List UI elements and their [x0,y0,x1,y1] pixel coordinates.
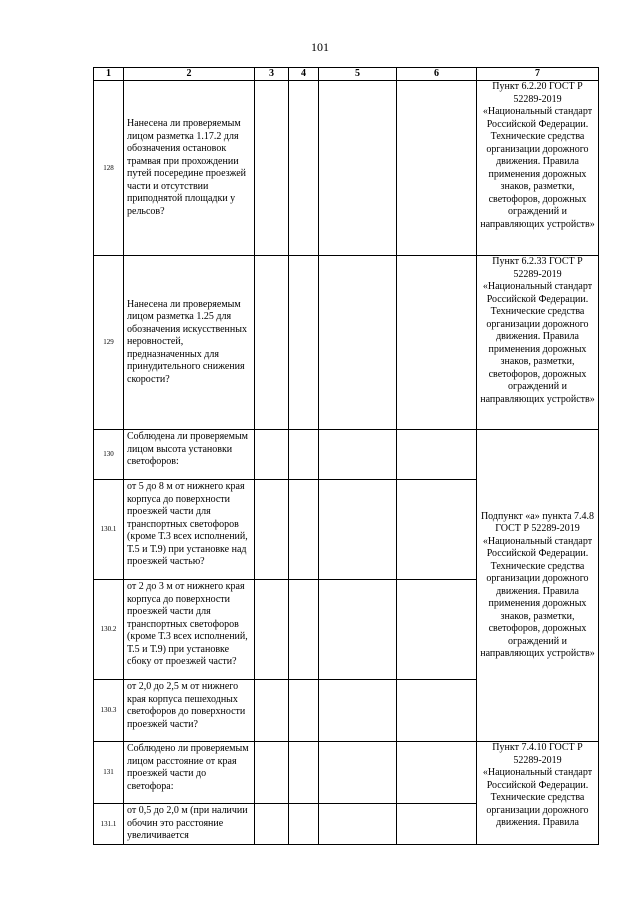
empty-cell [255,680,289,742]
empty-cell [255,81,289,256]
empty-cell [397,81,477,256]
table-row [94,430,599,480]
row-number: 130 [94,430,124,480]
empty-cell [255,480,289,580]
empty-cell [397,256,477,430]
empty-cell [319,804,397,845]
question-cell: Соблюдено ли проверяемым лицом расстояние от края проезжей части до светофора: [124,742,255,804]
empty-cell [289,480,319,580]
table-row [94,256,599,430]
empty-cell [289,804,319,845]
question-cell: от 0,5 до 2,0 м (при наличии обочин это расстояние увеличивается [124,804,255,845]
empty-cell [397,430,477,480]
empty-cell [255,256,289,430]
empty-cell [319,742,397,804]
column-header-5: 5 [319,68,397,81]
empty-cell [289,680,319,742]
question-cell: от 2,0 до 2,5 м от нижнего края корпуса пешеходных светофоров до поверхности проезжей части? [124,680,255,742]
column-header-6: 6 [397,68,477,81]
table-row [94,81,599,256]
question-cell: Соблюдена ли проверяемым лицом высота установки светофоров: [124,430,255,480]
row-number: 129 [94,256,124,430]
table-header-row [94,68,599,81]
empty-cell [319,81,397,256]
empty-cell [397,804,477,845]
empty-cell [289,81,319,256]
empty-cell [319,680,397,742]
reference-cell: Пункт 6.2.33 ГОСТ Р 52289-2019 «Национальный стандарт Российской Федерации. Технические средства организации дорожного движения. Правила применения дорожных знаков, разметки, светофоров, дорожных ограждений и направляющих устройств» [477,256,599,430]
empty-cell [397,680,477,742]
question-cell [124,256,255,430]
column-header-2: 2 [124,68,255,81]
empty-cell [289,580,319,680]
empty-cell [289,742,319,804]
empty-cell [289,256,319,430]
table-row [94,742,599,804]
reference-cell: Подпункт «а» пункта 7.4.8 ГОСТ Р 52289-2019 «Национальный стандарт Российской Федерации. Технические средства организации дорожного движения. Правила применения дорожных знаков, разметки, светофоров, дорожных ограждений и направляющих устройств» [477,430,599,742]
empty-cell [255,742,289,804]
page-number: 101 [311,40,329,54]
empty-cell [255,430,289,480]
column-header-7: 7 [477,68,599,81]
empty-cell [255,580,289,680]
empty-cell [397,580,477,680]
reference-cell: Пункт 7.4.10 ГОСТ Р 52289-2019 «Национальный стандарт Российской Федерации. Технические средства организации дорожного движения. Правила [477,742,599,845]
empty-cell [319,580,397,680]
empty-cell [319,256,397,430]
column-header-1: 1 [94,68,124,81]
empty-cell [397,480,477,580]
question-cell: от 5 до 8 м от нижнего края корпуса до поверхности проезжей части для транспортных светофоров (кроме Т.3 всех исполнений, Т.5 и Т.9) при установке над проезжей частью? [124,480,255,580]
inspection-checklist-table [93,67,599,845]
question-text: Нанесена ли проверяемым лицом разметка 1.25 для обозначения искусственных неровностей, предназначенных для принудительного снижения скорости? [127,298,247,385]
reference-cell: Пункт 6.2.20 ГОСТ Р 52289-2019 «Национальный стандарт Российской Федерации. Технические средства организации дорожного движения. Правила применения дорожных знаков, разметки, светофоров, дорожных ограждений и направляющих устройств» [477,81,599,256]
question-text: Нанесена ли проверяемым лицом разметка 1.17.2 для обозначения остановок трамвая при прохождении путей посередине проезжей части и отсутствии приподнятой площадки у рельсов? [127,118,247,217]
column-header-4: 4 [289,68,319,81]
row-number: 131 [94,742,124,804]
column-header-3: 3 [255,68,289,81]
empty-cell [255,804,289,845]
empty-cell [319,430,397,480]
question-cell: от 2 до 3 м от нижнего края корпуса до поверхности проезжей части для транспортных светофоров (кроме Т.3 всех исполнений, Т.5 и Т.9) при установке сбоку от проезжей части? [124,580,255,680]
empty-cell [397,742,477,804]
row-number: 130.3 [94,680,124,742]
row-number: 128 [94,81,124,256]
empty-cell [289,430,319,480]
row-number: 130.2 [94,580,124,680]
row-number: 131.1 [94,804,124,845]
question-cell [124,81,255,256]
empty-cell [319,480,397,580]
row-number: 130.1 [94,480,124,580]
